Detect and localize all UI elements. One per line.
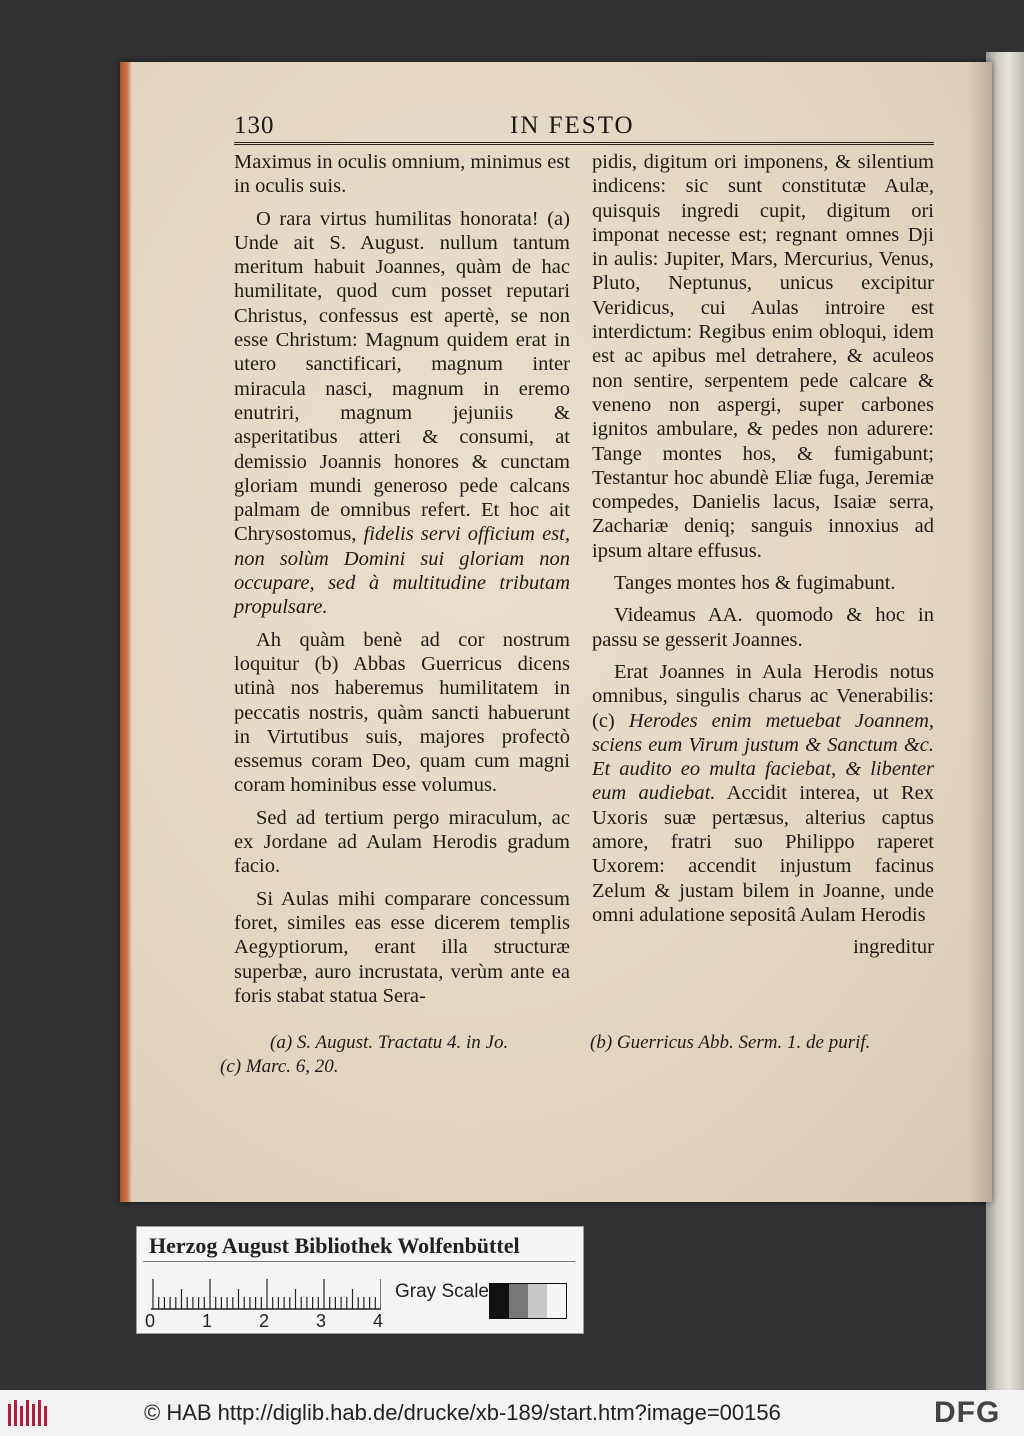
paragraph: Videamus AA. quomodo & hoc in passu se gesserit Joannes. — [592, 604, 934, 651]
swatch-light-gray — [528, 1284, 547, 1318]
footnote-a: (a) S. August. Tractatu 4. in Jo. — [270, 1032, 509, 1053]
paragraph: Si Aulas mihi comparare concessum foret, similes eas esse dicerem templis Aegyptiorum, erant illa structuræ superbæ, auro incrustata, verùm ante ea foris stabat statua Sera- — [234, 887, 570, 1007]
running-head: IN FESTO — [510, 112, 635, 139]
header-rule — [234, 142, 934, 145]
ruler-label-2: 2 — [259, 1311, 270, 1331]
ruler-label-0: 0 — [145, 1311, 156, 1331]
right-column — [592, 150, 934, 968]
gray-scale-swatches — [489, 1283, 567, 1319]
paragraph: pidis, digitum ori imponens, & silentium indicens: sic sunt constitutæ Aulæ, quisquis ingredi cupit, digitum ori imponat necesse est; regnant omnes Dji in aulis: Jupiter, Mars, Mercurius, Venus, Pluto, Neptunus, unicus excipitur Veridicus, cui Aulas introire est interdictum: Regibus enim obloqui, idem est ac apibus mel detrahere, & aculeos non sentire, serpentem pede calcare & veneno non aspergi, super carbones ignitos ambulare, & pedes non adurere: Tange montes hos, & fumigabunt; Testantur hoc abundè Eliæ fuga, Jeremiæ compedes, Danielis lacus, Isaiæ serra, Zachariæ deniq; sanguis innoxius ad ipsum altare effusus. — [592, 151, 934, 562]
book-page — [120, 62, 992, 1202]
ruler-label-1: 1 — [202, 1311, 213, 1331]
left-column — [234, 150, 570, 1016]
hab-logo-icon — [6, 1398, 50, 1428]
swatch-white — [547, 1284, 566, 1318]
footnote-b: (b) Guerricus Abb. Serm. 1. de purif. — [590, 1032, 871, 1053]
paragraph: Sed ad tertium pergo miraculum, ac ex Jordane ad Aulam Herodis gradum facio. — [234, 806, 570, 878]
red-page-edge — [120, 62, 132, 1202]
paragraph-text: Erat Joannes in Aula Herodis notus omnibus, singulis charus ac Venerabilis: (c) — [592, 660, 934, 732]
source-link[interactable]: © HAB http://diglib.hab.de/drucke/xb-189/start.htm?image=00156 — [144, 1400, 781, 1425]
italic-quote: fidelis servi officium est, non solùm Domini sui gloriam non occupare, sed à multitudine tributam propulsare. — [234, 523, 570, 619]
footer-bar — [0, 1390, 1024, 1436]
paragraph-text: O rara virtus humilitas honorata! (a) Unde ait S. August. nullum tantum meritum habuit Joannes, quàm de hac humilitate, quod cum posset reputari Christus, confessus est apertè, se non esse Christum: Magnum quidem erat in utero sanctificari, magnum inter miracula nasci, magnum in eremo enutriri, magnum jejuniis & asperitatibus atteri & consumi, at demissio Joannis honores & cunctam gloriam mundi generoso pede calcans palmam de omnibus refert. Et hoc ait Chrysostomus, — [234, 207, 570, 546]
footnote-c: (c) Marc. 6, 20. — [220, 1056, 339, 1077]
paragraph: Ah quàm benè ad cor nostrum loquitur (b) Abbas Guerricus dicens utinà nos haberemus humilitatem in peccatis nostris, quàm sancti habuerunt in Virtutibus suis, majores profectò essemus coram Deo, quam cum magni coram hominibus esse volumus. — [234, 628, 570, 797]
card-divider — [143, 1261, 575, 1262]
calibration-card — [136, 1226, 584, 1334]
paragraph-text: Accidit interea, ut Rex Uxoris suæ pertæsus, alterius captus amore, fratri suo Philippo raperet Uxorem: accendit injustum facinus Zelum & justam bilem in Joanne, unde omni adulatione sepositâ Aulam Herodis — [592, 782, 934, 926]
ruler-scale — [151, 1271, 381, 1311]
swatch-black — [490, 1284, 509, 1318]
paragraph — [592, 660, 934, 927]
paragraph — [234, 207, 570, 620]
paragraph: Tanges montes hos & fugimabunt. — [614, 572, 896, 595]
swatch-dark-gray — [509, 1284, 528, 1318]
page-number: 130 — [234, 112, 275, 139]
page-gutter-shadow — [968, 62, 992, 1202]
catchword: ingreditur — [853, 936, 934, 959]
gray-scale-label: Gray Scale — [395, 1281, 489, 1302]
ruler-label-4: 4 — [373, 1311, 384, 1331]
paragraph: Maximus in oculis omnium, minimus est in oculis suis. — [234, 151, 570, 198]
library-name: Herzog August Bibliothek Wolfenbüttel — [149, 1233, 520, 1258]
italic-quote: Herodes enim metuebat Joannem, sciens eum Virum justum & Sanctum &c. Et audito eo multa faciebat, & libenter eum audiebat. — [592, 709, 934, 805]
dfg-logo: DFG — [934, 1396, 1001, 1429]
ruler-label-3: 3 — [316, 1311, 327, 1331]
